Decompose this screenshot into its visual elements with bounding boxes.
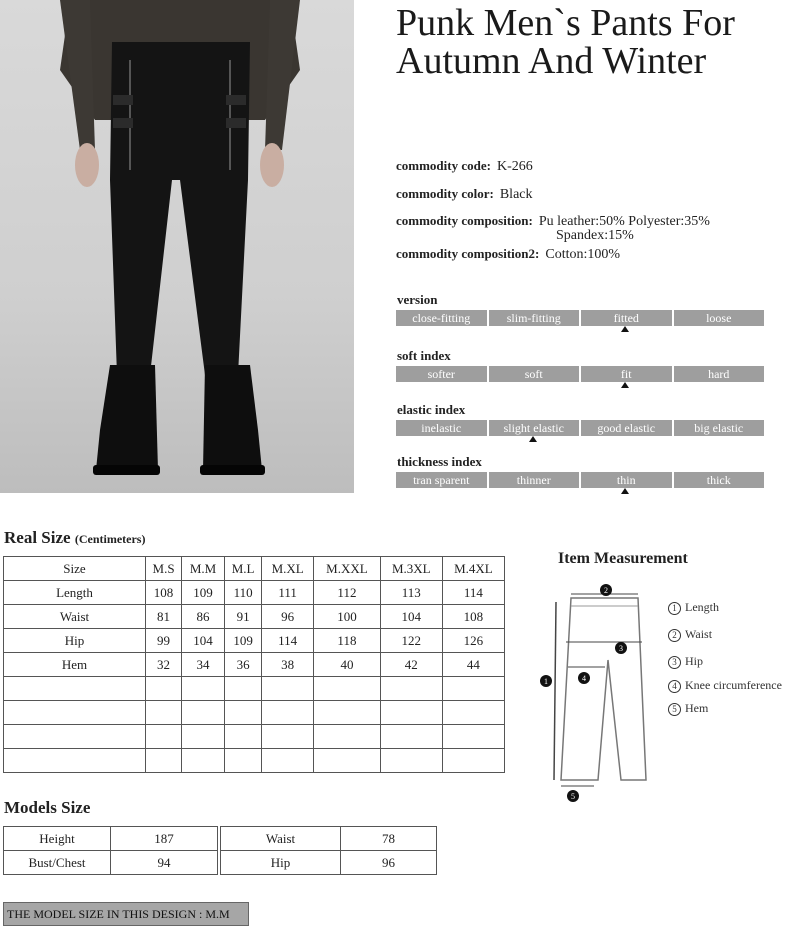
size-cell (4, 701, 146, 725)
version-option: fitted (581, 310, 672, 326)
product-photo (0, 0, 354, 493)
size-header-cell: M.XXL (314, 557, 381, 581)
size-cell (182, 749, 225, 773)
legend-item: 2 Waist (668, 627, 712, 642)
soft-index-option: hard (674, 366, 765, 382)
size-cell: Hip (4, 629, 146, 653)
size-cell (4, 677, 146, 701)
size-table-row (4, 749, 505, 773)
size-header-cell: M.S (146, 557, 182, 581)
elastic-index-option: slight elastic (489, 420, 580, 436)
size-cell: 42 (380, 653, 442, 677)
elastic-index-option: good elastic (581, 420, 672, 436)
size-header-cell: M.L (225, 557, 262, 581)
size-cell (442, 725, 504, 749)
model-value: 94 (111, 851, 218, 875)
size-cell: 44 (442, 653, 504, 677)
model-size-note: THE MODEL SIZE IN THIS DESIGN : M.M (3, 902, 249, 926)
size-table-row (4, 581, 505, 605)
spec-composition2: commodity composition2: Cotton:100% (396, 246, 621, 262)
model-label: Height (4, 827, 111, 851)
elastic-index-marker-icon (529, 436, 537, 442)
size-cell (182, 677, 225, 701)
size-cell (146, 677, 182, 701)
legend-item: 5 Hem (668, 701, 708, 716)
size-cell (262, 725, 314, 749)
size-cell (182, 701, 225, 725)
size-cell (314, 677, 381, 701)
size-table-row (4, 677, 505, 701)
svg-text:5: 5 (571, 792, 575, 801)
model-value: 96 (341, 851, 437, 875)
elastic-index-option: big elastic (674, 420, 765, 436)
elastic-index-bar (396, 420, 764, 436)
size-cell: 114 (262, 629, 314, 653)
size-cell (380, 725, 442, 749)
size-cell: 110 (225, 581, 262, 605)
size-cell (146, 725, 182, 749)
size-cell (262, 749, 314, 773)
size-cell: 86 (182, 605, 225, 629)
size-header-cell: M.XL (262, 557, 314, 581)
models-size-title: Models Size (4, 798, 91, 817)
size-header-cell: M.3XL (380, 557, 442, 581)
legend-item: 1 Length (668, 600, 719, 615)
size-cell: 118 (314, 629, 381, 653)
size-cell (314, 701, 381, 725)
size-cell (4, 725, 146, 749)
version-label: version (397, 292, 438, 307)
soft-index-label: soft index (397, 348, 451, 363)
soft-index-option: soft (489, 366, 580, 382)
size-header-cell: Size (4, 557, 146, 581)
thickness-index-bar (396, 472, 764, 488)
spec-code: commodity code: K-266 (396, 158, 533, 174)
size-table (3, 556, 505, 773)
size-cell (314, 749, 381, 773)
size-cell (146, 749, 182, 773)
svg-text:4: 4 (582, 674, 586, 683)
size-cell (262, 677, 314, 701)
size-table-row (4, 653, 505, 677)
size-header-cell: M.M (182, 557, 225, 581)
thickness-index-option: thinner (489, 472, 580, 488)
model-label: Hip (221, 851, 341, 875)
version-option: slim-fitting (489, 310, 580, 326)
size-cell: Hem (4, 653, 146, 677)
size-cell: 32 (146, 653, 182, 677)
size-header-cell: M.4XL (442, 557, 504, 581)
size-table-row (4, 629, 505, 653)
version-option: loose (674, 310, 765, 326)
size-cell: 104 (380, 605, 442, 629)
spec-color: commodity color: Black (396, 186, 533, 202)
soft-index-bar (396, 366, 764, 382)
thickness-index-option: thin (581, 472, 672, 488)
size-cell (442, 677, 504, 701)
size-cell: 34 (182, 653, 225, 677)
size-cell: 36 (225, 653, 262, 677)
size-cell (380, 701, 442, 725)
thickness-index-marker-icon (621, 488, 629, 494)
size-cell (225, 749, 262, 773)
spec-composition: commodity composition: Pu leather:50% Polyester:35% Spandex:15% (396, 213, 710, 243)
size-cell (442, 749, 504, 773)
model-value: 78 (341, 827, 437, 851)
svg-text:1: 1 (544, 677, 548, 686)
size-cell: 109 (182, 581, 225, 605)
model-label: Waist (221, 827, 341, 851)
size-cell: 91 (225, 605, 262, 629)
size-cell: Waist (4, 605, 146, 629)
elastic-index-option: inelastic (396, 420, 487, 436)
size-cell (262, 701, 314, 725)
model-value: 187 (111, 827, 218, 851)
item-measurement-title: Item Measurement (558, 550, 688, 567)
product-title: Punk Men`s Pants For Autumn And Winter (396, 2, 735, 82)
size-cell: 104 (182, 629, 225, 653)
real-size-title: Real Size (Centimeters) (4, 528, 146, 547)
size-cell: Length (4, 581, 146, 605)
pants-model-illustration (0, 0, 354, 493)
pants-diagram-icon (536, 580, 661, 805)
size-cell (314, 725, 381, 749)
size-cell (442, 701, 504, 725)
soft-index-marker-icon (621, 382, 629, 388)
size-cell: 126 (442, 629, 504, 653)
size-cell: 114 (442, 581, 504, 605)
size-cell: 99 (146, 629, 182, 653)
size-cell: 40 (314, 653, 381, 677)
legend-item: 3 Hip (668, 654, 703, 669)
size-cell (146, 701, 182, 725)
size-cell (225, 725, 262, 749)
size-cell: 111 (262, 581, 314, 605)
size-cell: 38 (262, 653, 314, 677)
svg-text:2: 2 (604, 586, 608, 595)
size-cell (380, 749, 442, 773)
legend-item: 4 Knee circumference (668, 678, 782, 693)
size-cell: 96 (262, 605, 314, 629)
size-table-header (4, 557, 505, 581)
size-cell (380, 677, 442, 701)
svg-text:3: 3 (619, 644, 623, 653)
models-size-table-left (3, 826, 218, 875)
size-cell: 122 (380, 629, 442, 653)
soft-index-option: softer (396, 366, 487, 382)
size-cell (225, 701, 262, 725)
size-table-row (4, 701, 505, 725)
size-cell: 81 (146, 605, 182, 629)
thickness-index-option: tran sparent (396, 472, 487, 488)
model-label: Bust/Chest (4, 851, 111, 875)
size-cell: 109 (225, 629, 262, 653)
size-table-row (4, 725, 505, 749)
version-option: close-fitting (396, 310, 487, 326)
size-table-row (4, 605, 505, 629)
size-cell (182, 725, 225, 749)
models-size-table-right (220, 826, 437, 875)
version-marker-icon (621, 326, 629, 332)
size-cell: 112 (314, 581, 381, 605)
size-cell: 100 (314, 605, 381, 629)
size-cell (225, 677, 262, 701)
size-cell: 113 (380, 581, 442, 605)
elastic-index-label: elastic index (397, 402, 466, 417)
soft-index-option: fit (581, 366, 672, 382)
version-bar (396, 310, 764, 326)
size-cell: 108 (146, 581, 182, 605)
thickness-index-option: thick (674, 472, 765, 488)
size-cell (4, 749, 146, 773)
thickness-index-label: thickness index (397, 454, 482, 469)
size-cell: 108 (442, 605, 504, 629)
